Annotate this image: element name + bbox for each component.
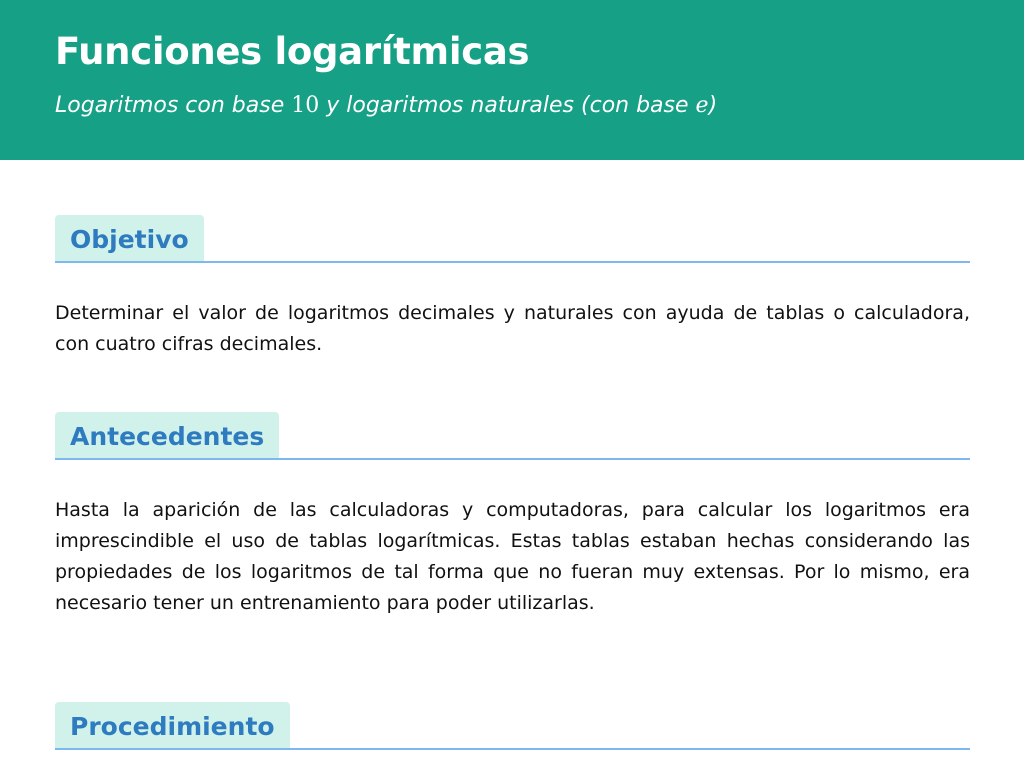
subtitle-number: 10 (291, 93, 320, 118)
section-text-antecedentes: Hasta la aparición de las calculadoras y computadoras, para calcular los logaritmos era imprescindible el uso de tablas logarítmicas. Estas tablas estaban hechas considerando las propiedades de los logaritmos de tal forma que no fueran muy extensas. Por lo mismo, era necesario tener un entrenamiento para poder utilizarlas. (55, 499, 970, 614)
page-subtitle (55, 92, 969, 120)
section-heading-label: Objetivo (55, 215, 204, 261)
subtitle-text-2: y logaritmos naturales (con base (319, 93, 696, 118)
section-heading-objetivo (55, 215, 970, 263)
subtitle-text-3: ) (708, 93, 718, 118)
subtitle-e-symbol: e (695, 93, 709, 118)
section-heading-procedimiento (55, 702, 970, 750)
header-banner (0, 0, 1024, 160)
section-heading-antecedentes (55, 412, 970, 460)
section-heading-label: Antecedentes (55, 412, 279, 458)
subtitle-text-1: Logaritmos con base (55, 93, 292, 118)
section-heading-label: Procedimiento (55, 702, 290, 748)
page-title: Funciones logarítmicas (55, 30, 530, 73)
section-text-objetivo: Determinar el valor de logaritmos decimales y naturales con ayuda de tablas o calculadora, con cuatro cifras decimales. (55, 302, 970, 355)
